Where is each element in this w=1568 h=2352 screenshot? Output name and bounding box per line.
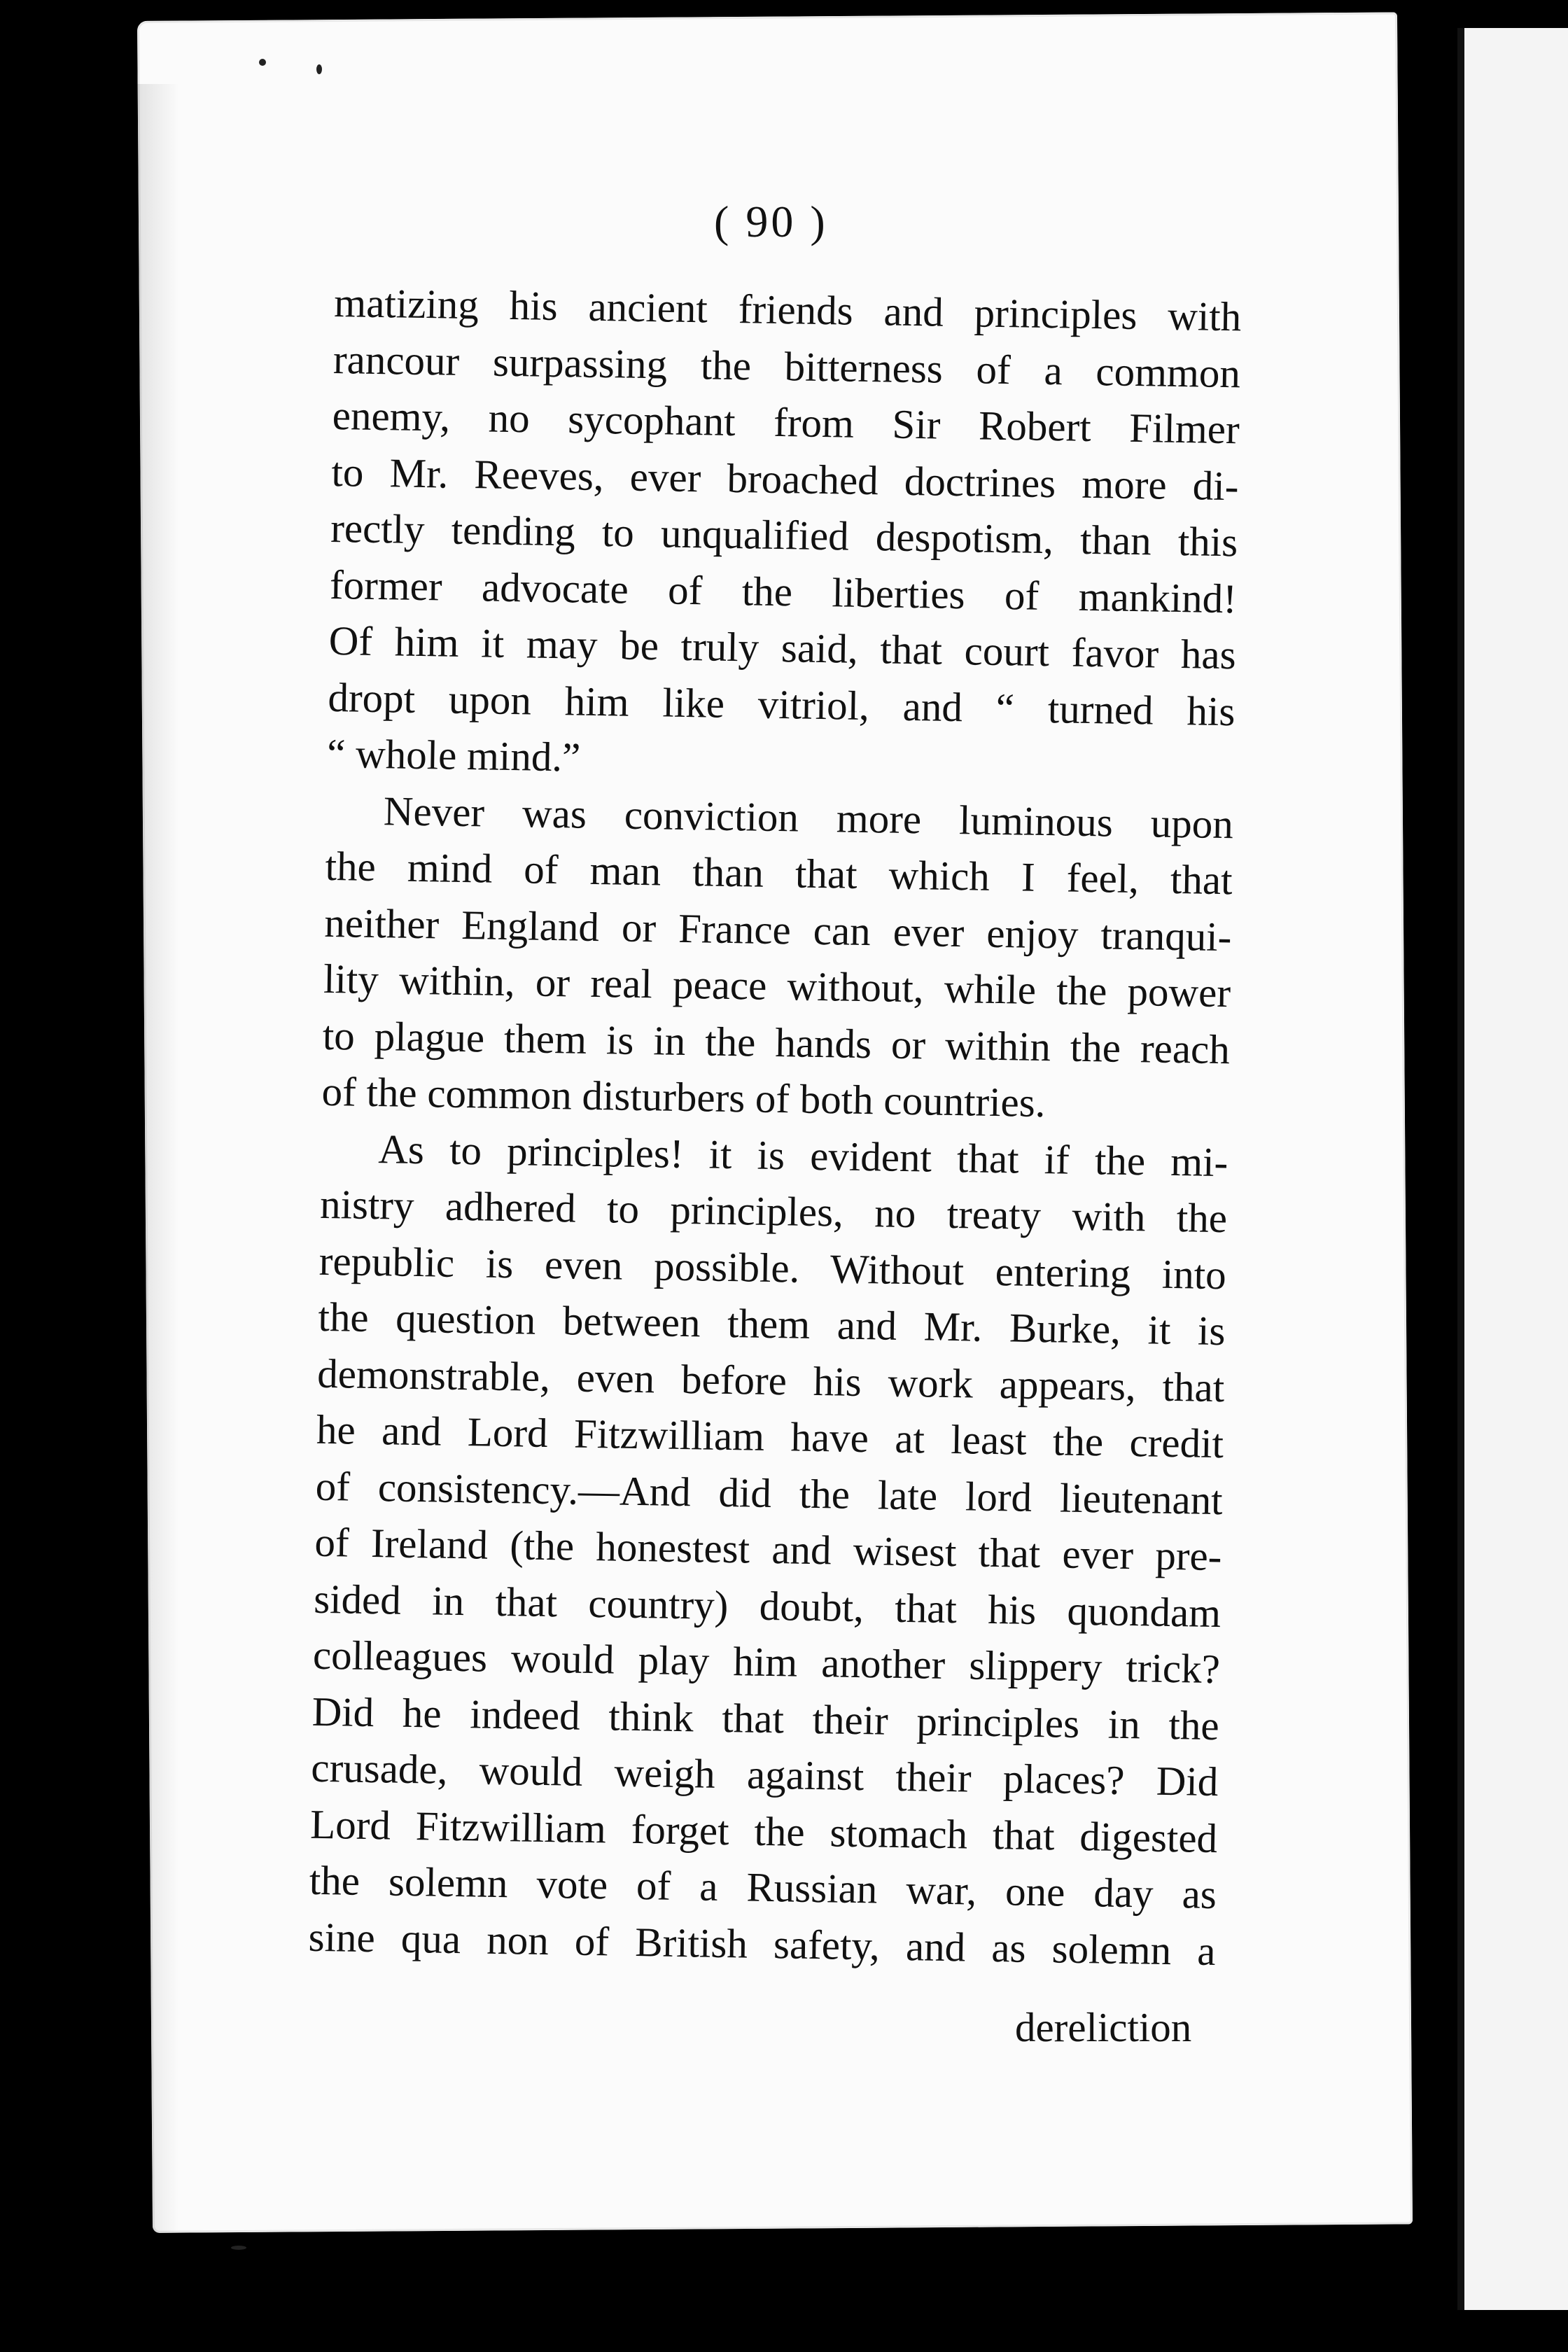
body-text: [308, 274, 1242, 1979]
text-line: neither England or France can ever enjoy tranqui-: [323, 899, 1232, 960]
catchword: dereliction: [1015, 2004, 1192, 2050]
gutter-shadow: [137, 84, 179, 2240]
adjacent-page-edge: [1457, 28, 1568, 2310]
page-number: ( 90 ): [714, 197, 828, 246]
text-line: enemy, no sycophant from Sir Robert Filmer: [332, 391, 1240, 453]
text-line: of the common disturbers of both countries.: [321, 1068, 1046, 1126]
text-line: to Mr. Reeves, ever broached doctrines more di-: [331, 448, 1239, 509]
text-line: the solemn vote of a Russian war, one day as: [309, 1856, 1217, 1918]
text-line: colleagues would play him another slippery trick?: [312, 1631, 1221, 1693]
ink-speck: [316, 64, 322, 74]
text-line: the question between them and Mr. Burke, it is: [318, 1293, 1226, 1354]
ink-speck: [231, 2246, 246, 2250]
text-line: lity within, or real peace without, while the power: [323, 955, 1231, 1016]
text-line: “ whole mind.”: [326, 729, 581, 780]
text-line: dropt upon him like vitriol, and “ turned his: [328, 673, 1236, 734]
ink-speck: [259, 59, 266, 66]
text-line: matizing his ancient friends and principles with: [333, 279, 1242, 340]
text-line: rancour surpassing the bitterness of a common: [332, 335, 1241, 396]
text-line: sine qua non of British safety, and as solemn a: [308, 1913, 1217, 1974]
text-line: crusade, would weigh against their places? Did: [310, 1744, 1219, 1805]
text-line: Lord Fitzwilliam forget the stomach that digested: [309, 1800, 1218, 1861]
text-line: republic is even possible. Without entering into: [318, 1237, 1227, 1298]
text-line: rectly tending to unqualified despotism, than this: [330, 504, 1238, 566]
text-line: to plague them is in the hands or within the reach: [322, 1011, 1231, 1072]
text-line: sided in that country) doubt, that his quondam: [313, 1575, 1222, 1636]
paragraph-start-line: As to principles! it is evident that if the mi-: [377, 1125, 1228, 1185]
text-line: of Ireland (the honestest and wisest that ever pre-: [314, 1518, 1222, 1580]
text-line: demonstrable, even before his work appears, that: [316, 1350, 1225, 1410]
text-line: the mind of man than that which I feel, that: [325, 842, 1233, 904]
paragraph-start-line: Never was conviction more luminous upon: [383, 787, 1234, 847]
text-line: Did he indeed think that their principles in the: [312, 1688, 1220, 1749]
text-line: nistry adhered to principles, no treaty with the: [319, 1180, 1228, 1242]
text-line: of consistency.—And did the late lord lieutenant: [315, 1462, 1224, 1523]
text-line: former advocate of the liberties of mankind!: [329, 561, 1238, 622]
text-line: he and Lord Fitzwilliam have at least the credit: [316, 1406, 1224, 1467]
text-line: Of him it may be truly said, that court favor has: [328, 617, 1237, 678]
